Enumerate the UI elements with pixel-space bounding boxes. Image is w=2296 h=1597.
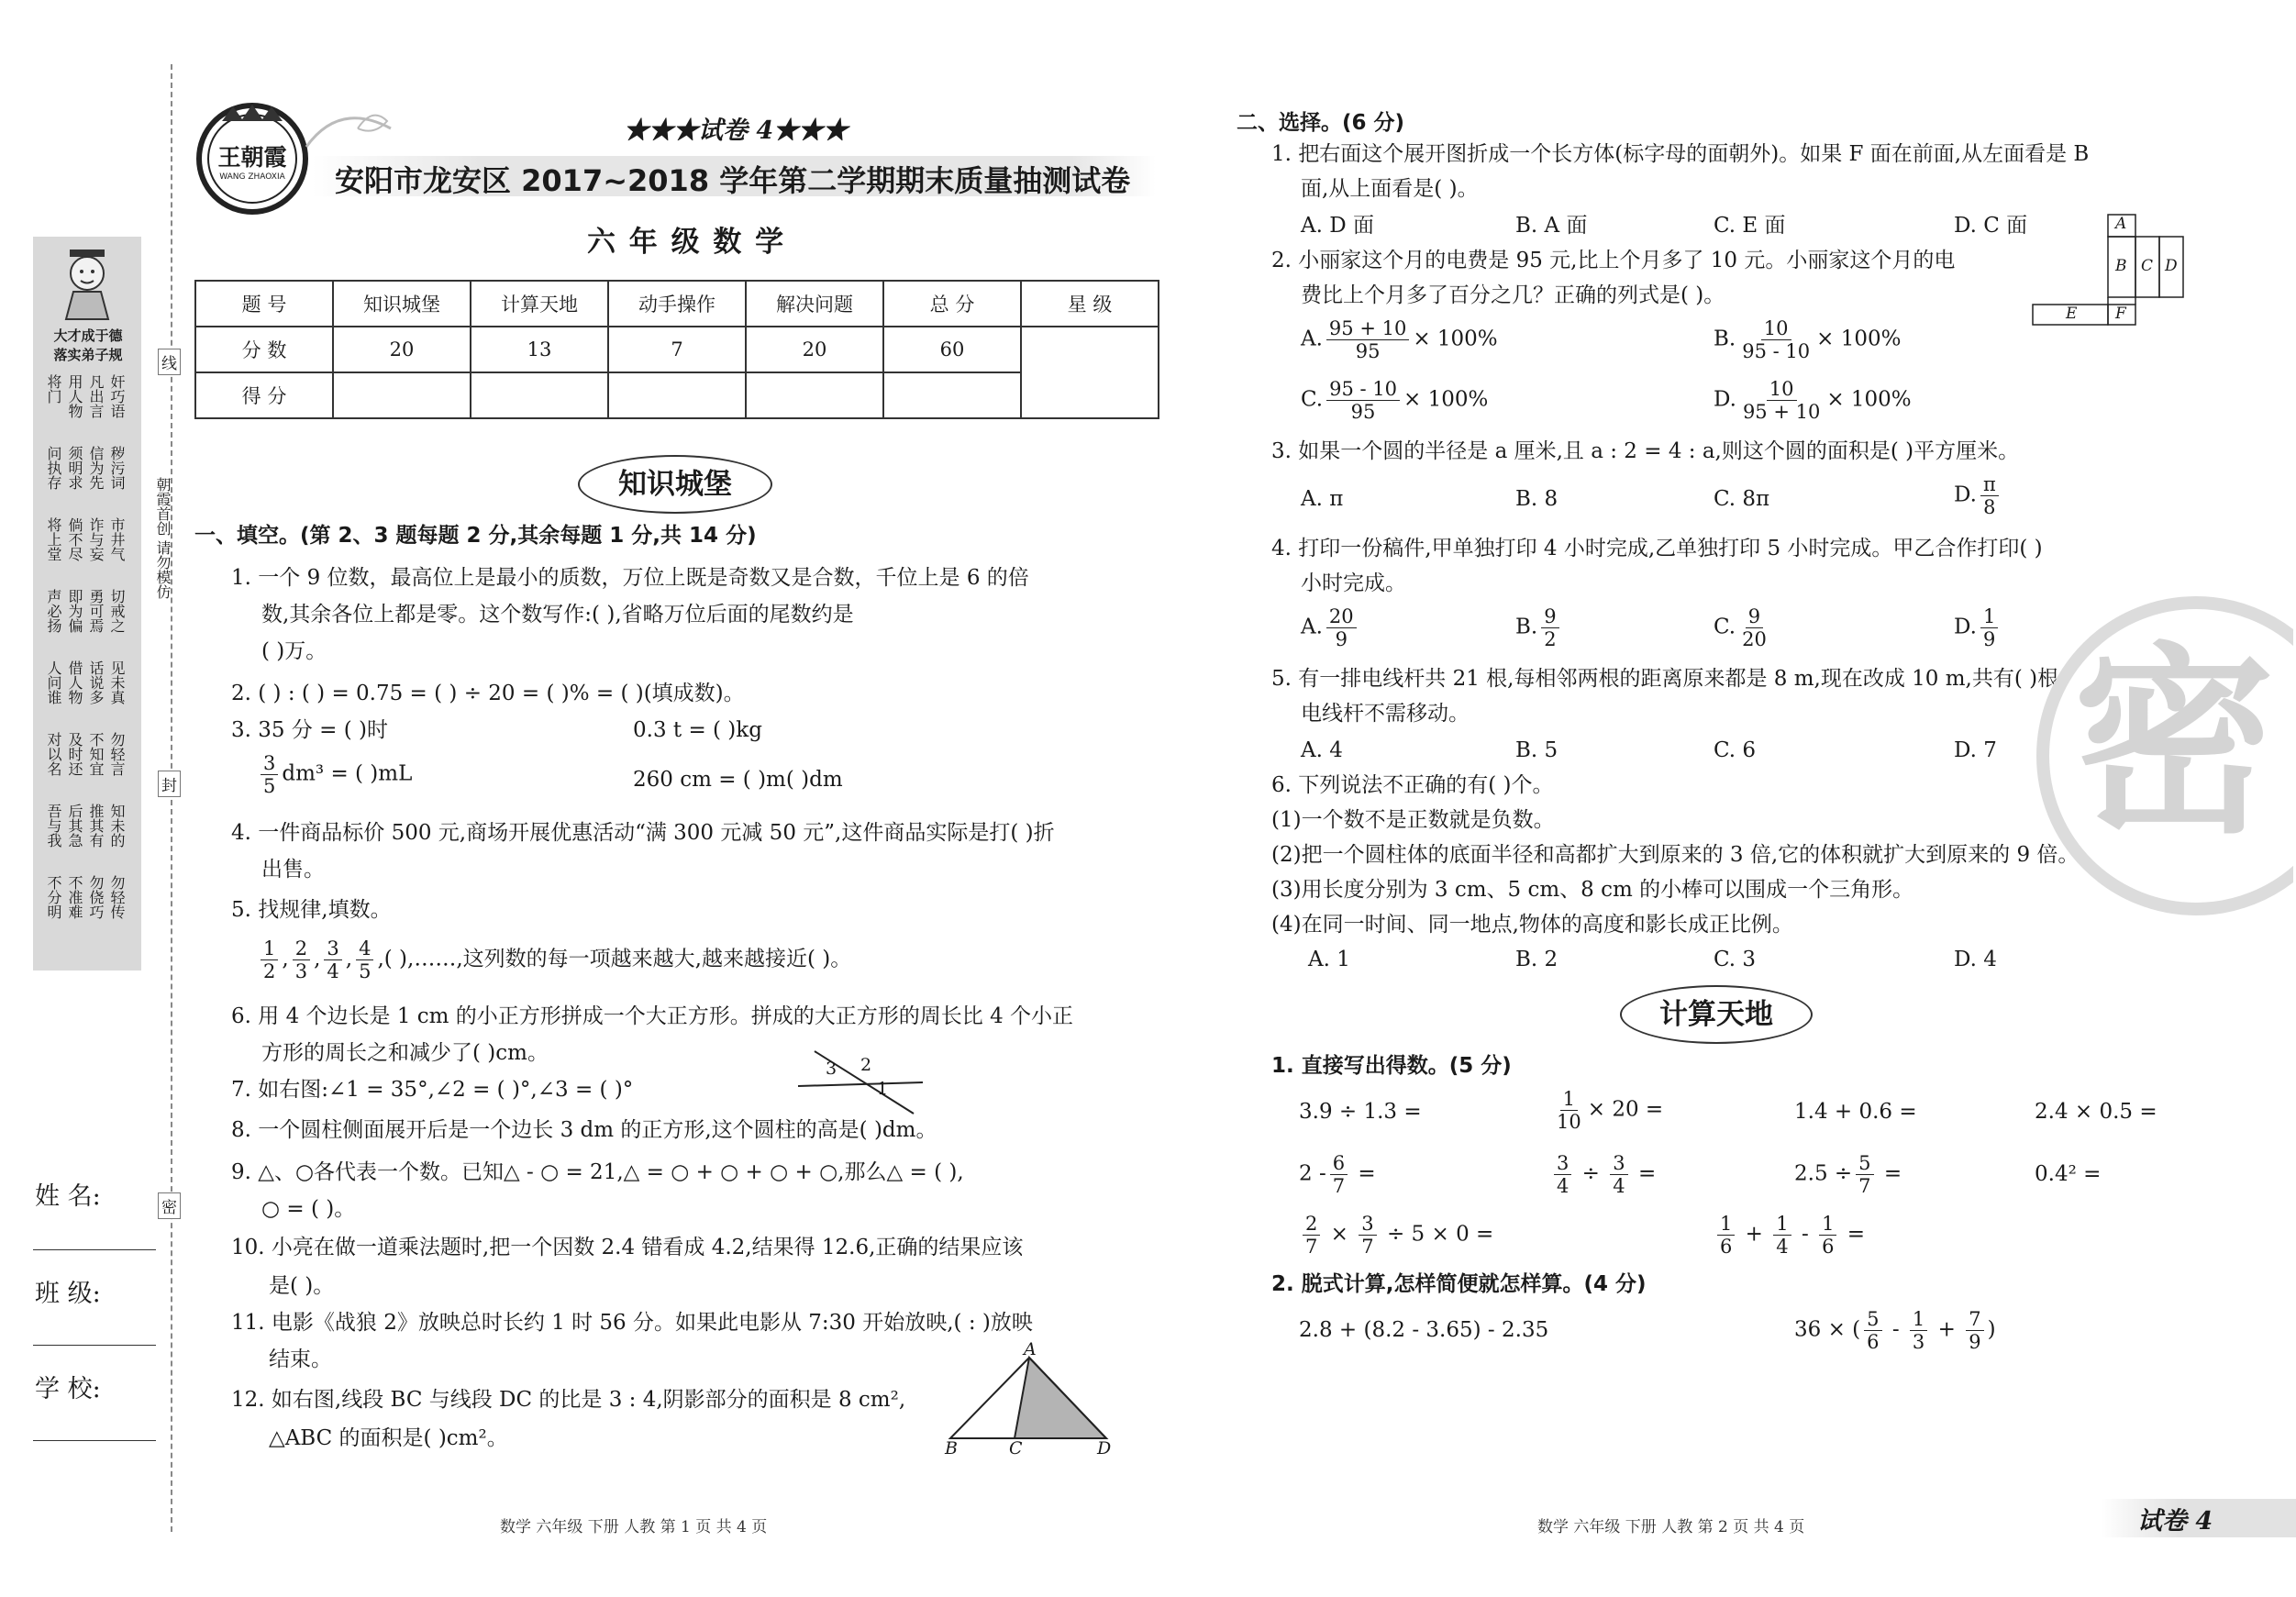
poem-group [44, 660, 139, 728]
fill-q9-line2: ○ = ( )。 [261, 1197, 356, 1221]
fraction: $\frac{7}{9}$ [1966, 1308, 1983, 1353]
class-label: 班 级: [35, 1280, 101, 1308]
choice-q4-opt-c[interactable]: C. $\frac{9}{20}$ [1714, 605, 1773, 650]
fill-q12-line2: △ABC 的面积是( )cm²。 [269, 1426, 508, 1450]
poem-col: 诈与妄 [87, 517, 105, 561]
fill-q7: 7. 如右图:∠1 = 35°,∠2 = ( )°,∠3 = ( )° [231, 1078, 634, 1102]
name-field[interactable] [33, 1249, 156, 1250]
choice-q2-line1: 2. 小丽家这个月的电费是 95 元,比上个月多了 10 元。小丽家这个月的电 [1271, 249, 1956, 272]
choice-q5-opt-a[interactable]: A. 4 [1301, 738, 1343, 762]
fill-q8: 8. 一个圆柱侧面展开后是一个边长 3 dm 的正方形,这个圆柱的高是( )dm。 [231, 1118, 937, 1142]
poem-col: 知未的 [108, 804, 126, 848]
fill-q11-line1: 11. 电影《战狼 2》放映总时长约 1 时 56 分。如果此电影从 7:30 开始放映,( : )放映 [231, 1311, 1033, 1335]
fraction: $\frac{5}{6}$ [1864, 1308, 1881, 1353]
fraction: $\frac{3}{4}$ [324, 937, 341, 982]
poem-group [44, 446, 139, 514]
fraction: $\frac{1}{2}$ [261, 937, 278, 982]
poem-col: 见未真 [108, 660, 126, 704]
fraction: $\frac{2}{7}$ [1303, 1213, 1320, 1258]
choice-q1-opt-c[interactable]: C. E 面 [1714, 214, 1786, 238]
cut-label-secret: 密 [158, 1192, 181, 1219]
paper-subtitle: 六 年 级 数 学 [587, 226, 786, 259]
choice-q3-opt-c[interactable]: C. 8π [1714, 487, 1770, 511]
poem-col: 问执存 [45, 446, 62, 490]
fraction: $\frac{1}{9}$ [1980, 605, 1998, 650]
compute-h2: 2. 脱式计算,怎样简便就怎样算。(4 分) [1271, 1272, 1647, 1296]
table-row [195, 327, 1159, 372]
choice-q6-item-1: (1)一个数不是正数就是负数。 [1271, 808, 1555, 832]
compute-r1-a: 3.9 ÷ 1.3 = [1299, 1100, 1422, 1124]
fraction: $\frac{10}{95 + 10}$ [1742, 378, 1821, 423]
fraction: $\frac{1}{3}$ [1910, 1308, 1927, 1353]
fill-q5: 5. 找规律,填数。 [231, 898, 392, 922]
angle-figure [796, 1046, 925, 1115]
poem-col: 不分明 [45, 875, 62, 919]
fill-q5-sequence: $\frac{1}{2}$ , $\frac{2}{3}$ , $\frac{3}{4}$ , $\frac{4}{5}$ ,( ),……,这列数的每一项越来越大,越来越接近( )。 [257, 937, 851, 982]
points-cell: 60 [883, 327, 1021, 372]
header-cell: 星 级 [1021, 281, 1159, 327]
score-table [194, 280, 1159, 419]
choice-q6-opt-b[interactable]: B. 2 [1515, 948, 1558, 971]
brand-sub: WANG ZHAOXIA [219, 172, 285, 182]
fraction: $\frac{3}{5}$ [261, 752, 278, 797]
fraction: $\frac{3}{4}$ [1554, 1152, 1571, 1197]
fill-q3b: 0.3 t = ( )kg [633, 718, 762, 742]
class-field[interactable] [33, 1345, 156, 1346]
poem-col: 对以名 [45, 732, 62, 776]
fill-q11-line2: 结束。 [269, 1347, 332, 1371]
header-cell: 题 号 [195, 281, 333, 327]
poem-col: 借人物 [66, 660, 83, 704]
fill-heading: 一、填空。(第 2、3 题每题 2 分,其余每题 1 分,共 14 分) [194, 524, 757, 548]
school-label: 学 校: [35, 1375, 101, 1403]
choice-q1-opt-a[interactable]: A. D 面 [1301, 214, 1374, 238]
fraction: $\frac{1}{6}$ [1819, 1213, 1836, 1258]
poem-col: 勇可焉 [87, 589, 105, 633]
slogan-2: 落实弟子规 [53, 347, 123, 363]
compute-r3-a: $\frac{2}{7}$ × $\frac{3}{7}$ ÷ 5 × 0 = [1299, 1213, 1493, 1258]
fraction: $\frac{95 + 10}{95}$ [1326, 317, 1409, 362]
poem-col: 市井气 [108, 517, 126, 561]
fill-q6-line2: 方形的周长之和减少了( )cm。 [261, 1041, 549, 1065]
section-compute: 计算天地 [1620, 985, 1813, 1044]
fill-q1-line3: ( )万。 [261, 639, 327, 663]
points-cell: 7 [608, 327, 746, 372]
compute-h1: 1. 直接写出得数。(5 分) [1271, 1054, 1512, 1078]
vertex-d: D [1097, 1438, 1112, 1458]
points-cell: 13 [471, 327, 608, 372]
net-label-d: D [2165, 257, 2178, 275]
choice-q5-opt-c[interactable]: C. 6 [1714, 738, 1757, 762]
compute-r2-b: $\frac{3}{4}$ ÷ $\frac{3}{4}$ = [1550, 1152, 1656, 1197]
header-cell: 总 分 [883, 281, 1021, 327]
fill-q4-line2: 出售。 [261, 858, 325, 882]
net-label-e: E [2066, 305, 2078, 323]
fraction: $\frac{5}{7}$ [1856, 1152, 1873, 1197]
choice-heading: 二、选择。(6 分) [1237, 111, 1405, 135]
poem-group [44, 374, 139, 442]
choice-q4-opt-a[interactable]: A. $\frac{20}{9}$ [1301, 605, 1360, 650]
choice-q5-line1: 5. 有一排电线杆共 21 根,每相邻两根的距离原来都是 8 m,现在改成 10 m,共有( )根 [1271, 667, 2059, 691]
cut-label-seal: 封 [158, 771, 181, 797]
poem-col: 用人物 [66, 374, 83, 418]
compute-r1-b: $\frac{1}{10}$ × 20 = [1550, 1088, 1663, 1133]
poem-col: 声必扬 [45, 589, 62, 633]
poem-col: 后其急 [66, 804, 83, 848]
fill-q9-line1: 9. △、○各代表一个数。已知△ - ○ = 21,△ = ○ + ○ + ○ + ○,那么△ = ( ), [231, 1160, 964, 1184]
sidebar [28, 237, 149, 970]
angle-label-3: 3 [826, 1059, 837, 1079]
compute-r2-d: 0.4² = [2035, 1162, 2102, 1186]
choice-q6: 6. 下列说法不正确的有( )个。 [1271, 773, 1554, 797]
choice-q5-line2: 电线杆不需移动。 [1301, 702, 1470, 726]
score-cell[interactable] [471, 372, 608, 418]
net-label-f: F [2115, 305, 2126, 323]
poem-col: 奸巧语 [108, 374, 126, 418]
vertex-a: A [1024, 1339, 1037, 1359]
poem-col: 不知宜 [87, 732, 105, 776]
footer-tag: 试卷 4 [2137, 1507, 2213, 1536]
choice-q5-opt-d[interactable]: D. 7 [1954, 738, 1997, 762]
logo-ribbon [303, 101, 394, 160]
net-label-a: A [2115, 215, 2127, 233]
angle-label-1: 1 [877, 1079, 889, 1099]
choice-q3: 3. 如果一个圆的半径是 a 厘米,且 a : 2 = 4 : a,则这个圆的面积是( )平方厘米。 [1271, 439, 2020, 463]
table-row [195, 372, 1159, 418]
fraction: $\frac{4}{5}$ [356, 937, 373, 982]
poem-col: 吾与我 [45, 804, 62, 848]
poem-col: 倘不尽 [66, 517, 83, 561]
choice-q1-opt-b[interactable]: B. A 面 [1515, 214, 1588, 238]
fill-q3a: 3. 35 分 = ( )时 [231, 718, 388, 742]
section-knowledge-castle: 知识城堡 [578, 455, 772, 514]
points-cell: 20 [333, 327, 471, 372]
fraction: $\frac{10}{95 - 10}$ [1742, 317, 1811, 362]
header-cell: 动手操作 [608, 281, 746, 327]
choice-q4-line1: 4. 打印一份稿件,甲单独打印 4 小时完成,乙单独打印 5 小时完成。甲乙合作打印( ) [1271, 537, 2043, 560]
compute-e2: 36 × ( $\frac{5}{6}$ - $\frac{1}{3}$ + $\frac{7}{9}$ ) [1794, 1308, 1996, 1353]
choice-q6-opt-c[interactable]: C. 3 [1714, 948, 1757, 971]
choice-q5-opt-b[interactable]: B. 5 [1515, 738, 1558, 762]
footer-left: 数学 六年级 下册 人教 第 1 页 共 4 页 [500, 1518, 768, 1536]
poem-col: 信为先 [87, 446, 105, 490]
compute-r1-d: 2.4 × 0.5 = [2035, 1100, 2157, 1124]
compute-r3-b: $\frac{1}{6}$ + $\frac{1}{4}$ - $\frac{1}{6}$ = [1714, 1213, 1865, 1258]
fraction: $\frac{\pi}{8}$ [1980, 473, 1999, 518]
seal-watermark [2018, 587, 2293, 917]
poem-col: 话说多 [87, 660, 105, 704]
brand-name: 王朝霞 [217, 144, 287, 171]
points-cell: 20 [746, 327, 883, 372]
choice-q2-opt-d[interactable]: D. $\frac{10}{95 + 10}$ × 100% [1714, 378, 1912, 423]
fraction: $\frac{9}{2}$ [1541, 605, 1558, 650]
sidebar-poem [44, 374, 139, 947]
choice-q6-opt-d[interactable]: D. 4 [1954, 948, 1997, 971]
fraction: $\frac{20}{9}$ [1326, 605, 1357, 650]
star-cell[interactable] [1021, 327, 1159, 418]
poem-col: 切戒之 [108, 589, 126, 633]
side-note: 朝霞首创 请勿模仿 [154, 477, 172, 600]
score-cell[interactable] [608, 372, 746, 418]
choice-q3-opt-b[interactable]: B. 8 [1515, 487, 1558, 511]
poem-group [44, 517, 139, 585]
header-cell: 知识城堡 [333, 281, 471, 327]
fill-q10-line2: 是( )。 [269, 1274, 335, 1298]
fraction: $\frac{3}{4}$ [1610, 1152, 1627, 1197]
choice-q2-line2: 费比上个月多了百分之几？正确的列式是( )。 [1301, 283, 1725, 307]
choice-q4-opt-b[interactable]: B. $\frac{9}{2}$ [1515, 605, 1563, 650]
table-row [195, 281, 1159, 327]
compute-r2-a: 2 - $\frac{6}{7}$ = [1299, 1152, 1376, 1197]
vertex-b: B [945, 1438, 958, 1458]
header-cell: 解决问题 [746, 281, 883, 327]
poem-col: 不准难 [66, 875, 83, 919]
slogan-1: 大才成于德 [53, 327, 123, 344]
poem-col: 推其有 [87, 804, 105, 848]
choice-q6-item-2: (2)把一个圆柱体的底面半径和高都扩大到原来的 3 倍,它的体积就扩大到原来的 9 倍。 [1271, 843, 2080, 867]
poem-group [44, 804, 139, 871]
poem-col: 将门 [45, 374, 62, 404]
box-net-figure [2029, 213, 2185, 327]
fraction: $\frac{1}{4}$ [1773, 1213, 1791, 1258]
fill-q3c: $\frac{3}{5}$ dm³ = ( )mL [257, 752, 412, 797]
fill-q3d: 260 cm = ( )m( )dm [633, 768, 843, 792]
fill-q2: 2. ( ) : ( ) = 0.75 = ( ) ÷ 20 = ( )% = ( )(填成数)。 [231, 682, 745, 705]
fraction: $\frac{1}{10}$ [1557, 1088, 1581, 1133]
choice-q4-line2: 小时完成。 [1301, 571, 1406, 595]
mascot-illustration [53, 248, 121, 321]
fill-q1-line1: 1. 一个 9 位数，最高位上是最小的质数，万位上既是奇数又是合数，千位上是 6 的倍 [231, 566, 1029, 590]
choice-q3-opt-d[interactable]: D. $\frac{\pi}{8}$ [1954, 473, 2002, 518]
compute-e1: 2.8 + (8.2 - 3.65) - 2.35 [1299, 1318, 1549, 1342]
poem-col: 及时还 [66, 732, 83, 776]
fill-q6-line1: 6. 用 4 个边长是 1 cm 的小正方形拼成一个大正方形。拼成的大正方形的周长比 4 个小正 [231, 1004, 1074, 1028]
fraction: $\frac{9}{20}$ [1742, 605, 1767, 650]
poem-group [44, 875, 139, 943]
choice-q1-line2: 面,从上面看是( )。 [1301, 177, 1479, 201]
fill-q12-line1: 12. 如右图,线段 BC 与线段 DC 的比是 3 : 4,阴影部分的面积是 8 cm², [231, 1388, 906, 1412]
choice-q3-opt-a[interactable]: A. π [1301, 487, 1344, 511]
choice-q6-item-4: (4)在同一时间、同一地点,物体的高度和影长成正比例。 [1271, 913, 1793, 937]
fill-q1-line2: 数,其余各位上都是零。这个数写作:( ),省略万位后面的尾数约是 [261, 603, 854, 627]
poem-col: 即为偏 [66, 589, 83, 633]
row-label: 分 数 [195, 327, 333, 372]
fill-q10-line1: 10. 小亮在做一道乘法题时,把一个因数 2.4 错看成 4.2,结果得 12.6,正确的结果应该 [231, 1236, 1024, 1259]
fraction: $\frac{95 - 10}{95}$ [1326, 378, 1400, 423]
score-cell[interactable] [333, 372, 471, 418]
angle-label-2: 2 [860, 1055, 872, 1075]
fraction: $\frac{3}{7}$ [1359, 1213, 1376, 1258]
net-label-b: B [2115, 257, 2127, 275]
fraction: $\frac{1}{6}$ [1717, 1213, 1735, 1258]
school-field[interactable] [33, 1440, 156, 1441]
cut-line [171, 64, 172, 1532]
fraction: $\frac{6}{7}$ [1330, 1152, 1348, 1197]
score-cell[interactable] [746, 372, 883, 418]
fraction: $\frac{2}{3}$ [293, 937, 310, 982]
brand-logo [194, 101, 310, 216]
choice-q2-opt-b[interactable]: B. $\frac{10}{95 - 10}$ × 100% [1714, 317, 1902, 362]
row-label: 得 分 [195, 372, 333, 418]
paper-tag: ★★★试卷 4★★★ [624, 116, 849, 145]
poem-col: 勿轻传 [108, 875, 126, 919]
poem-col: 凡出言 [87, 374, 105, 418]
compute-r2-c: 2.5 ÷ $\frac{5}{7}$ = [1794, 1152, 1902, 1197]
choice-q6-opt-a[interactable]: A. 1 [1308, 948, 1350, 971]
cut-label-line: 线 [158, 349, 181, 375]
choice-q6-item-3: (3)用长度分别为 3 cm、5 cm、8 cm 的小棒可以围成一个三角形。 [1271, 878, 1914, 902]
compute-r1-c: 1.4 + 0.6 = [1794, 1100, 1917, 1124]
choice-q1-line1: 1. 把右面这个展开图折成一个长方体(标字母的面朝外)。如果 F 面在前面,从左面看是 B [1271, 142, 2090, 166]
triangle-figure [945, 1339, 1112, 1460]
poem-col: 秽污词 [108, 446, 126, 490]
name-label: 姓 名: [35, 1182, 101, 1211]
fill-q4-line1: 4. 一件商品标价 500 元,商场开展优惠活动“满 300 元减 50 元”,这件商品实际是打( )折 [231, 821, 1055, 845]
choice-q1-opt-d[interactable]: D. C 面 [1954, 214, 2028, 238]
poem-group [44, 732, 139, 800]
poem-col: 勿侥巧 [87, 875, 105, 919]
net-label-c: C [2141, 257, 2154, 275]
poem-col: 勿轻言 [108, 732, 126, 776]
poem-col: 人问谁 [45, 660, 62, 704]
score-cell[interactable] [883, 372, 1021, 418]
paper-title: 安阳市龙安区 2017~2018 学年第二学期期末质量抽测试卷 [335, 163, 1131, 198]
vertex-c: C [1009, 1438, 1023, 1458]
choice-q4-opt-d[interactable]: D. $\frac{1}{9}$ [1954, 605, 2002, 650]
seal-char: 密 [2073, 626, 2276, 860]
header-cell: 计算天地 [471, 281, 608, 327]
choice-q2-opt-a[interactable]: A. $\frac{95 + 10}{95}$ × 100% [1301, 317, 1498, 362]
poem-col: 将上堂 [45, 517, 62, 561]
footer-right: 数学 六年级 下册 人教 第 2 页 共 4 页 [1537, 1518, 1805, 1536]
poem-col: 须明求 [66, 446, 83, 490]
choice-q2-opt-c[interactable]: C. $\frac{95 - 10}{95}$ × 100% [1301, 378, 1489, 423]
poem-group [44, 589, 139, 657]
